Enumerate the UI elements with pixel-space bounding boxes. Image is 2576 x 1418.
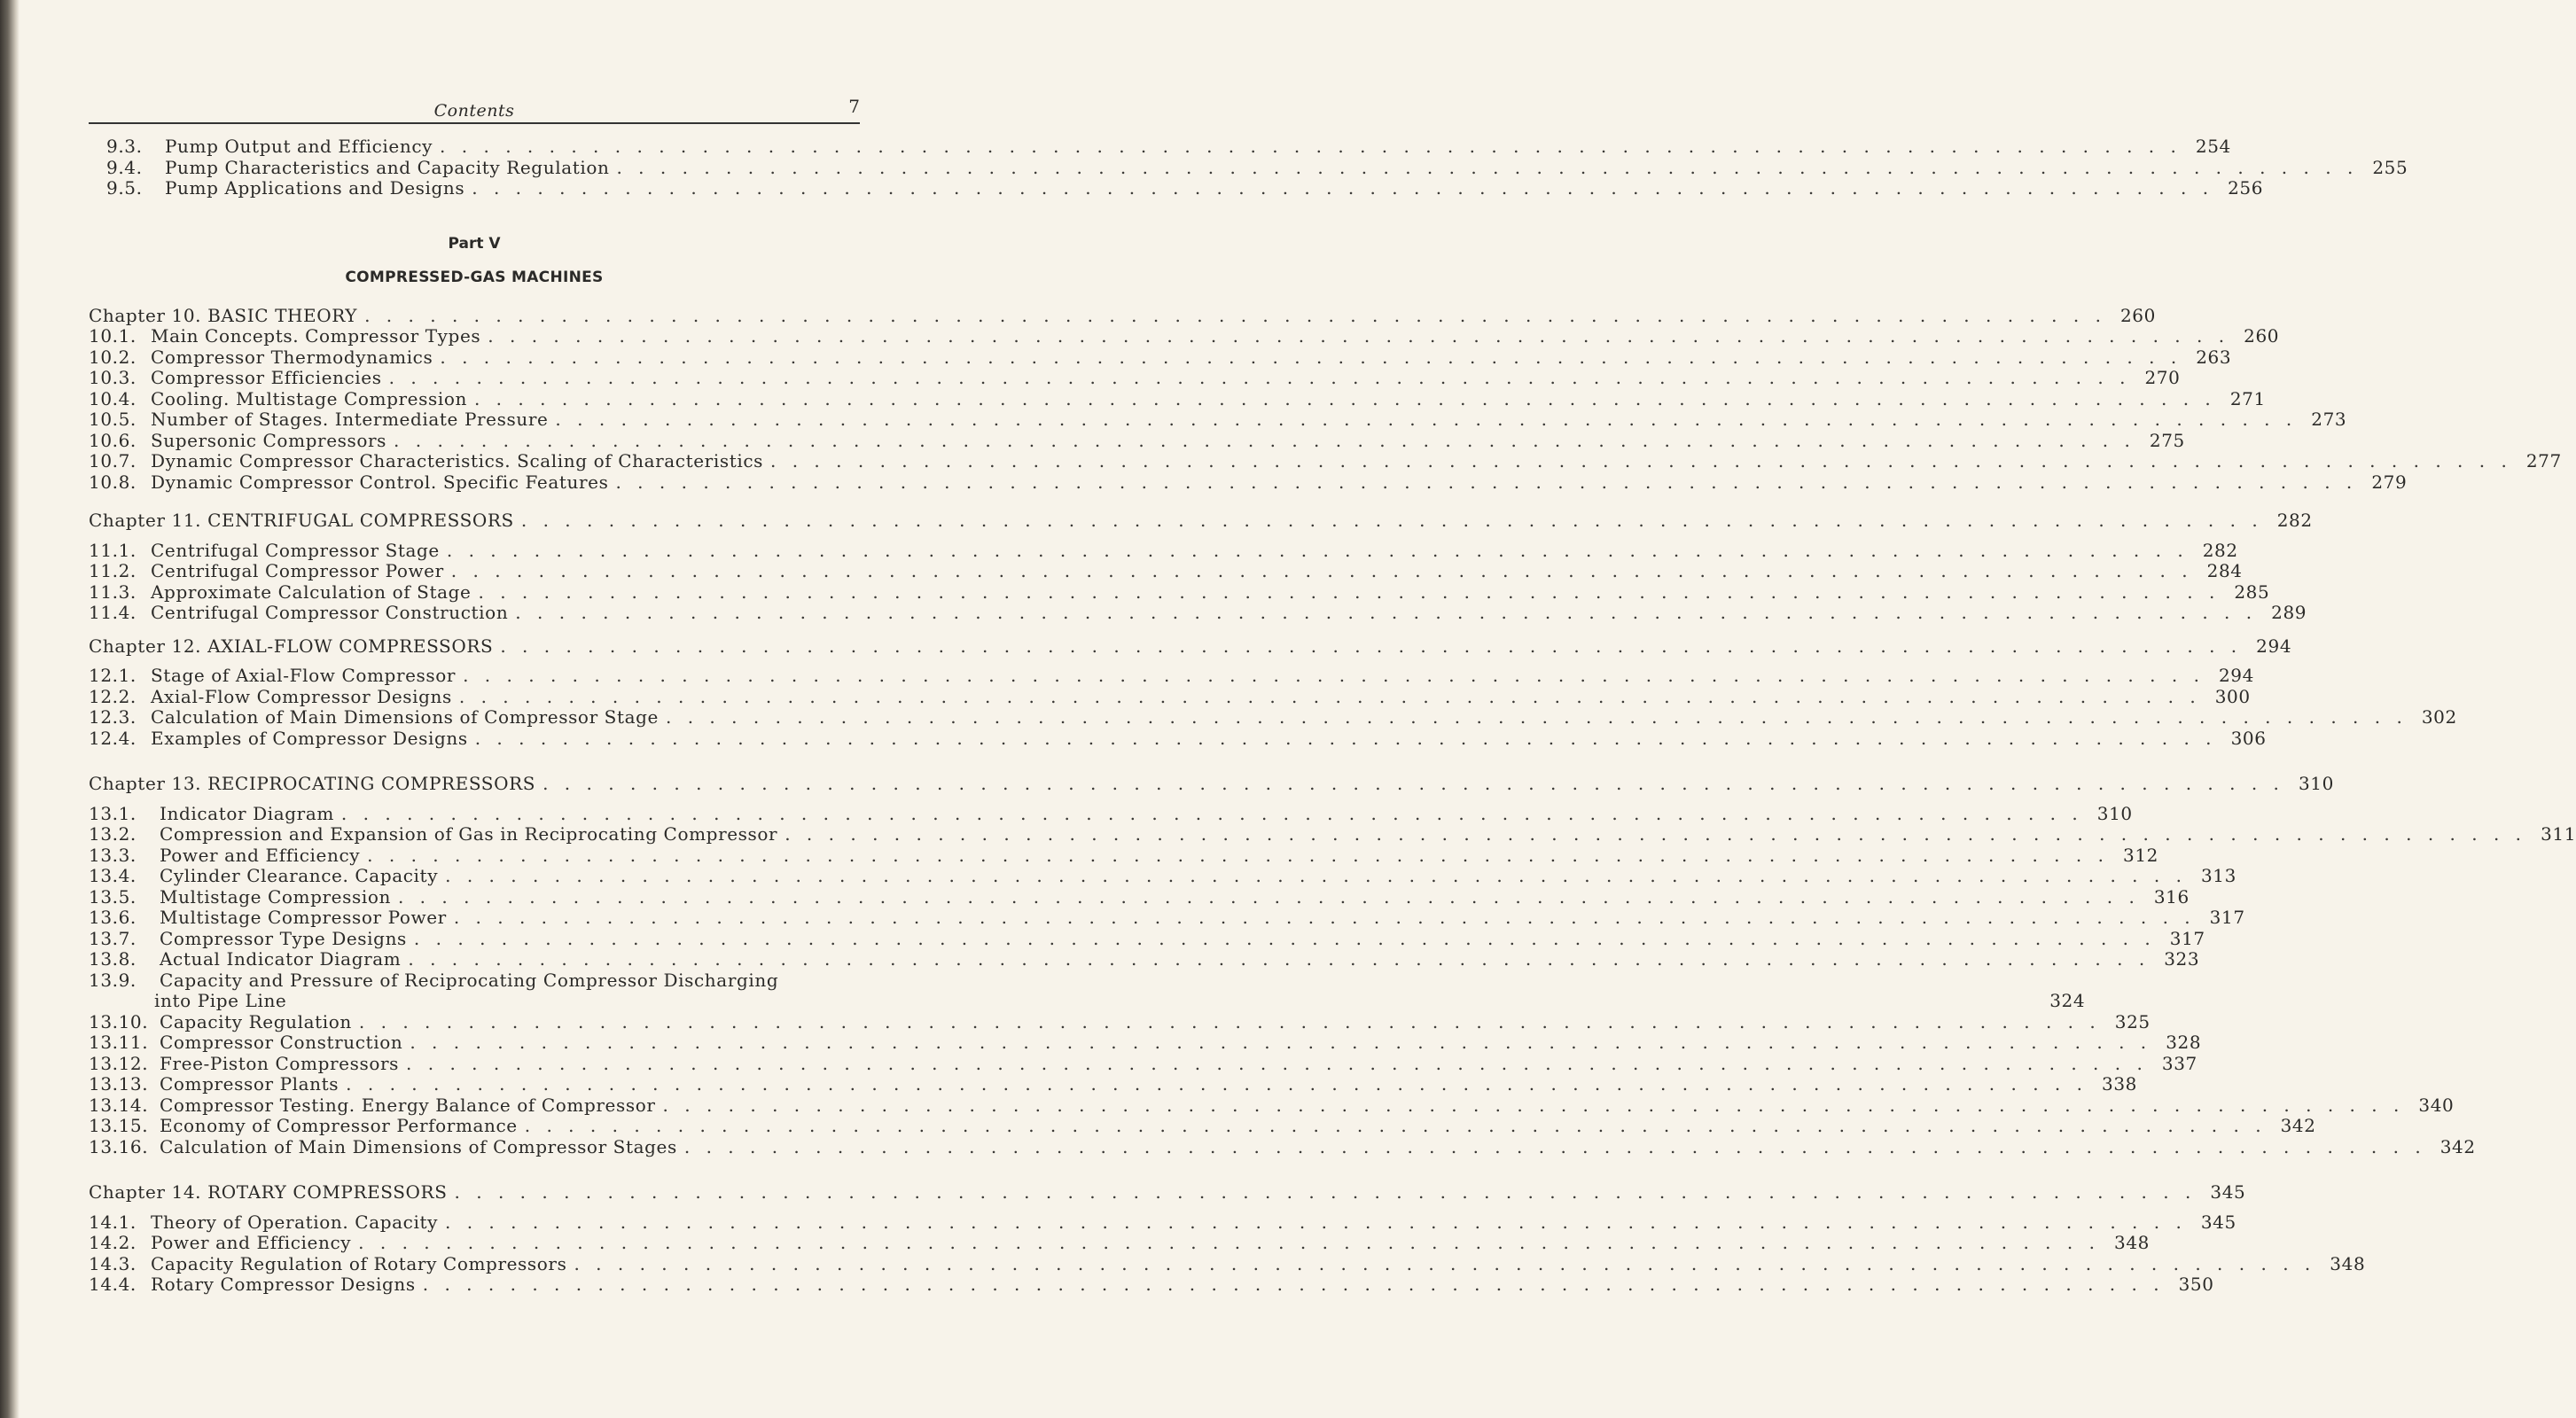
section-title: Approximate Calculation of Stage [151, 580, 472, 603]
leader-dots [663, 1095, 2405, 1117]
section-title: Capacity Regulation of Rotary Compressors [151, 1252, 567, 1274]
section-title: Examples of Compressor Designs [151, 727, 468, 749]
toc-entry [89, 1252, 2366, 1275]
section-title: Actual Indicator Diagram [160, 948, 402, 970]
toc-entry [89, 580, 2270, 604]
leader-dots [488, 326, 2229, 347]
leader-dots [521, 510, 2263, 532]
leader-dots [440, 136, 2182, 158]
toc-entry [89, 927, 2205, 950]
section-page: 300 [2214, 685, 2251, 707]
leader-dots [451, 561, 2193, 582]
chapter-heading [89, 1181, 2246, 1204]
section-number: 10.1. [89, 325, 137, 347]
section-title: Capacity Regulation [160, 1010, 352, 1032]
toc-entry [89, 844, 2158, 867]
toc-entry [89, 865, 2236, 887]
section-number: 13.11. [89, 1032, 149, 1053]
toc-entry [89, 325, 2280, 347]
section-title: Calculation of Main Dimensions of Compressor Stage [151, 706, 659, 728]
toc-entry [89, 1010, 2151, 1033]
section-number: 13.4. [89, 865, 137, 886]
section-number: 13.15. [89, 1115, 149, 1136]
leader-dots [472, 178, 2213, 199]
toc-entry [89, 823, 2576, 845]
section-number: 10.8. [89, 471, 137, 493]
chapter-heading [89, 773, 2334, 795]
section-number: 13.6. [89, 907, 137, 928]
leader-dots [346, 1074, 2088, 1095]
chapter-title: Chapter 11. CENTRIFUGAL COMPRESSORS [89, 510, 514, 531]
toc-entry [89, 706, 2457, 728]
section-title: Capacity and Pressure of Reciprocating Compressor Discharging [160, 969, 779, 991]
section-page: 323 [2164, 948, 2200, 970]
toc-entry [89, 450, 2562, 472]
toc-entry [89, 802, 2133, 825]
leader-dots [445, 1212, 2187, 1234]
leader-dots [447, 541, 2189, 562]
chapter-12 [89, 635, 2457, 750]
section-page: 312 [2123, 844, 2158, 866]
section-page: 348 [2114, 1232, 2150, 1253]
section-title: Multistage Compression [160, 885, 391, 908]
leader-dots [406, 1054, 2148, 1075]
toc-entry [89, 367, 2181, 389]
section-title: Centrifugal Compressor Power [151, 560, 444, 581]
section-title: Main Concepts. Compressor Types [151, 325, 481, 347]
leader-dots [474, 389, 2216, 410]
section-page: 325 [2114, 1010, 2151, 1032]
section-page: 350 [2178, 1274, 2214, 1295]
leader-dots [445, 866, 2187, 887]
section-number: 12.3. [89, 706, 137, 728]
leader-dots [459, 687, 2201, 708]
leader-dots [666, 707, 2408, 728]
chapter-title: Chapter 13. RECIPROCATING COMPRESSORS [89, 773, 536, 794]
section-number: 13.7. [89, 927, 137, 949]
section-page: 289 [2271, 602, 2307, 623]
section-title: Centrifugal Compressor Construction [151, 602, 509, 623]
section-number: 11.3. [89, 580, 137, 603]
section-number: 12.4. [89, 727, 137, 749]
section-page: 348 [2330, 1252, 2366, 1274]
leader-dots [515, 603, 2257, 624]
section-title: Compression and Expansion of Gas in Reciprocating Compressor [160, 823, 778, 845]
section-title: Compressor Thermodynamics [151, 346, 433, 368]
toc-entry [89, 665, 2254, 687]
section-number: 13.3. [89, 844, 137, 866]
toc-entry-continued [89, 990, 2086, 1012]
leader-dots [500, 636, 2242, 658]
section-page: 338 [2102, 1073, 2137, 1095]
chapter-10 [89, 304, 2562, 494]
leader-dots [398, 887, 2140, 908]
section-title: Dynamic Compressor Control. Specific Features [151, 471, 609, 493]
part-title: COMPRESSED-GAS MACHINES [345, 268, 604, 286]
toc-entry [89, 685, 2251, 708]
section-page: 255 [2372, 156, 2408, 178]
section-page: 294 [2218, 665, 2254, 686]
section-title: Calculation of Main Dimensions of Compressor Stages [160, 1135, 677, 1157]
toc-entry [89, 602, 2307, 624]
section-number: 13.9. [89, 969, 137, 991]
leader-dots [367, 845, 2109, 867]
leader-dots [440, 347, 2182, 369]
section-number: 9.3. [106, 136, 143, 157]
chapter-page: 310 [2298, 773, 2334, 794]
toc-entry [89, 1073, 2137, 1095]
chapter-title: Chapter 12. AXIAL-FLOW COMPRESSORS [89, 635, 494, 657]
page-number: 7 [848, 96, 860, 117]
section-page: 340 [2418, 1094, 2455, 1116]
chapter-title: Chapter 10. BASIC THEORY [89, 304, 358, 326]
toc-entry [89, 970, 860, 992]
section-page: 328 [2166, 1032, 2202, 1053]
leader-dots [454, 908, 2196, 929]
toc-entry [89, 136, 2231, 158]
section-page: 313 [2200, 865, 2236, 886]
toc-entry [89, 387, 2266, 410]
running-head [89, 96, 860, 124]
section-page: 254 [2195, 136, 2231, 157]
section-title: Pump Applications and Designs [165, 177, 465, 199]
section-title: Compressor Efficiencies [151, 367, 382, 388]
section-page: 317 [2209, 907, 2245, 928]
section-title: Dynamic Compressor Characteristics. Scaling of Characteristics [151, 450, 763, 471]
section-title: Pump Characteristics and Capacity Regulation [165, 156, 610, 178]
leader-dots [389, 368, 2131, 389]
toc-entry [89, 409, 2347, 431]
section-title: Multistage Compressor Power [160, 907, 447, 928]
section-page: 263 [2196, 346, 2232, 368]
leader-dots [770, 451, 2512, 472]
chapter-page: 345 [2210, 1181, 2246, 1203]
section-number: 13.1. [89, 802, 137, 824]
section-page: 342 [2280, 1115, 2316, 1136]
leader-dots [341, 804, 2083, 825]
toc-entry [89, 471, 2408, 494]
section-title: Power and Efficiency [151, 1232, 352, 1253]
section-page: 302 [2421, 706, 2457, 728]
chapter-heading [89, 510, 2313, 532]
section-page: 345 [2200, 1211, 2236, 1233]
leader-dots [358, 1233, 2100, 1254]
leader-dots [684, 1137, 2426, 1158]
toc-entry [89, 1211, 2236, 1234]
leader-dots [423, 1274, 2165, 1296]
toc-entry [89, 1115, 2316, 1137]
leader-dots [414, 929, 2156, 950]
section-number: 13.16. [89, 1135, 149, 1157]
section-page: 311 [2541, 823, 2576, 845]
section-number: 13.13. [89, 1073, 149, 1095]
leader-dots [463, 666, 2205, 687]
section-page: 317 [2169, 927, 2205, 949]
section-title: Number of Stages. Intermediate Pressure [151, 409, 549, 430]
section-page: 310 [2096, 802, 2133, 824]
section-title: Rotary Compressor Designs [151, 1274, 416, 1295]
toc-entry [89, 346, 2232, 369]
section-page: 342 [2439, 1135, 2476, 1157]
section-page: 316 [2153, 885, 2190, 908]
section-page: 271 [2229, 387, 2266, 409]
section-title: Compressor Type Designs [160, 927, 407, 949]
chapter-heading [89, 304, 2156, 327]
toc-entry [89, 907, 2245, 929]
toc-entry [89, 727, 2267, 750]
section-title: Cylinder Clearance. Capacity [160, 865, 439, 886]
section-number: 13.2. [89, 823, 137, 845]
section-page: 270 [2144, 367, 2181, 388]
chapter-title: Chapter 14. ROTARY COMPRESSORS [89, 1181, 448, 1203]
section-number: 14.3. [89, 1252, 137, 1274]
intro-sections [89, 136, 2408, 199]
section-title: Indicator Diagram [160, 802, 334, 824]
toc-entry [89, 539, 2238, 562]
toc-entry [89, 560, 2243, 582]
leader-dots [479, 582, 2221, 604]
section-number: 13.8. [89, 948, 137, 970]
leader-dots [394, 431, 2135, 452]
leader-dots [525, 1116, 2267, 1137]
section-title: Cooling. Multistage Compression [151, 387, 467, 409]
chapter-heading [89, 635, 2292, 658]
section-page: 282 [2202, 539, 2238, 561]
section-number: 12.2. [89, 685, 137, 707]
toc-entry [89, 1052, 2197, 1075]
section-number: 13.14. [89, 1094, 149, 1116]
section-page: 284 [2206, 560, 2243, 581]
toc-entry [89, 156, 2408, 179]
section-number: 13.5. [89, 885, 137, 908]
chapter-page: 294 [2256, 635, 2292, 657]
toc-entry [89, 948, 2200, 970]
leader-dots [615, 472, 2357, 494]
part-label: Part V [448, 234, 501, 253]
section-title: Economy of Compressor Performance [160, 1115, 518, 1136]
leader-dots [410, 1032, 2151, 1054]
toc-entry [89, 1274, 2214, 1296]
section-number: 10.4. [89, 387, 137, 409]
toc-entry [89, 885, 2190, 908]
section-page: 273 [2311, 409, 2347, 430]
toc-entry [89, 1135, 2476, 1158]
section-number: 11.4. [89, 602, 137, 623]
section-title: Centrifugal Compressor Stage [151, 539, 440, 561]
running-head-title: Contents [433, 101, 515, 121]
section-title: Power and Efficiency [160, 844, 361, 866]
toc-entry [89, 1094, 2455, 1117]
section-number: 10.5. [89, 409, 137, 430]
section-number: 13.10. [89, 1010, 149, 1032]
toc-entry [89, 177, 2264, 199]
toc-entry [89, 429, 2185, 452]
contents-page [89, 96, 2576, 1301]
leader-dots [455, 1182, 2197, 1204]
section-title: Compressor Plants [160, 1073, 340, 1095]
section-title: Stage of Axial-Flow Compressor [151, 665, 457, 686]
chapter-11 [89, 510, 2313, 624]
section-title: Theory of Operation. Capacity [151, 1211, 438, 1233]
section-page: 275 [2149, 429, 2185, 451]
section-title: Supersonic Compressors [151, 429, 387, 451]
chapter-14 [89, 1181, 2366, 1296]
chapter-13 [89, 773, 2576, 1157]
section-page: 279 [2371, 471, 2408, 493]
section-page: 306 [2230, 727, 2267, 749]
toc-entry [89, 1232, 2150, 1254]
section-number: 14.2. [89, 1232, 137, 1253]
section-title: Compressor Testing. Energy Balance of Compressor [160, 1094, 656, 1116]
section-number: 10.3. [89, 367, 137, 388]
section-page: 337 [2161, 1052, 2197, 1074]
leader-dots [475, 728, 2217, 750]
section-page: 256 [2228, 177, 2264, 199]
section-number: 14.4. [89, 1274, 137, 1295]
chapter-page: 260 [2119, 304, 2156, 326]
leader-dots [555, 409, 2297, 431]
section-page: 324 [2049, 990, 2086, 1011]
section-number: 10.6. [89, 429, 137, 451]
section-title-continued: into Pipe Line [154, 990, 287, 1011]
leader-dots [574, 1254, 2315, 1275]
section-number: 12.1. [89, 665, 137, 686]
section-number: 10.2. [89, 346, 137, 368]
section-page: 260 [2244, 325, 2280, 347]
section-number: 10.7. [89, 450, 137, 471]
leader-dots [785, 824, 2526, 845]
leader-dots [543, 774, 2284, 795]
section-title: Axial-Flow Compressor Designs [151, 685, 452, 707]
section-page: 277 [2525, 450, 2562, 471]
chapter-page: 282 [2276, 510, 2313, 531]
section-number: 11.1. [89, 539, 137, 561]
section-title: Free-Piston Compressors [160, 1052, 400, 1074]
section-number: 9.4. [106, 156, 143, 178]
leader-dots [616, 158, 2358, 179]
leader-dots [408, 949, 2150, 970]
toc-entry [89, 1032, 2202, 1054]
book-gutter [0, 0, 20, 1418]
section-number: 9.5. [106, 177, 143, 199]
section-page: 285 [2234, 580, 2270, 603]
section-title: Compressor Construction [160, 1032, 403, 1053]
leader-dots [359, 1012, 2101, 1033]
section-number: 11.2. [89, 560, 137, 581]
section-number: 13.12. [89, 1052, 149, 1074]
section-title: Pump Output and Efficiency [165, 136, 433, 157]
leader-dots [364, 306, 2106, 327]
section-number: 14.1. [89, 1211, 137, 1233]
